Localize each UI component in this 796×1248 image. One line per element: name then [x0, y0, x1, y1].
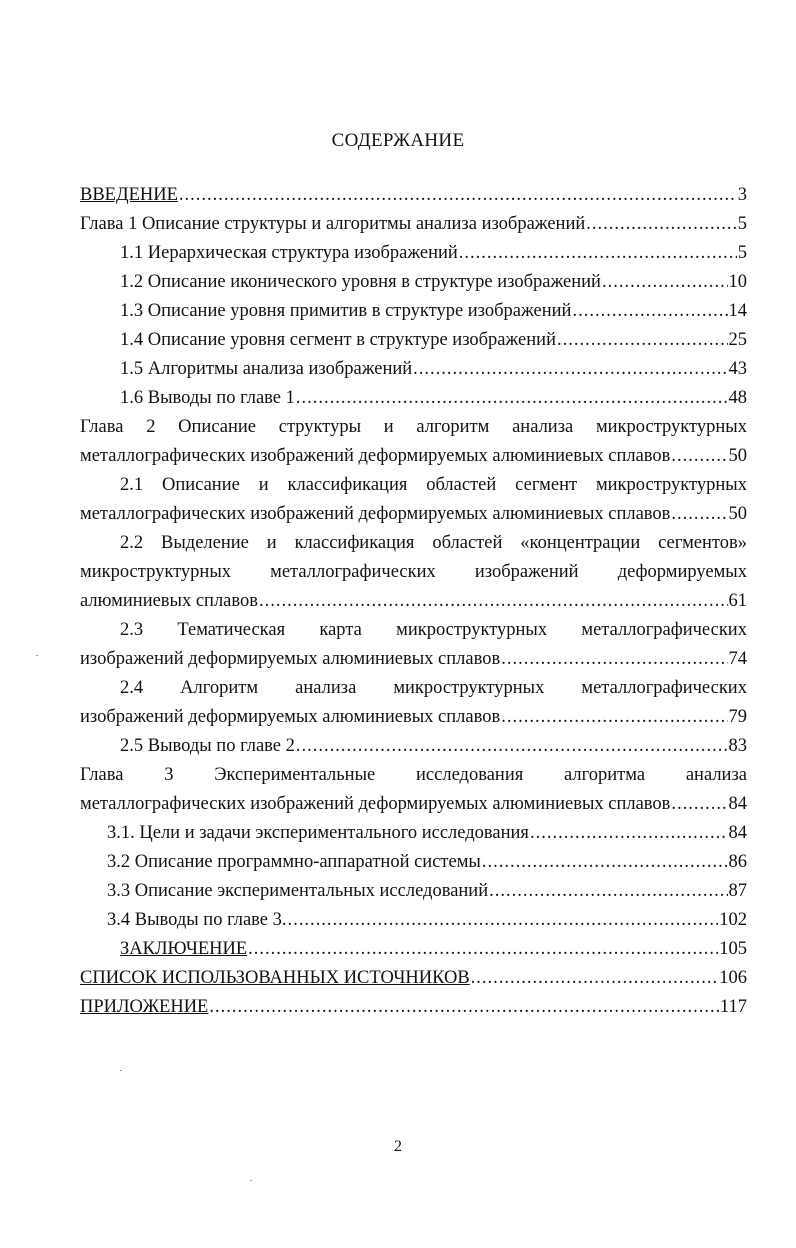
toc-word: металлографических — [270, 562, 436, 582]
toc-word: Описание — [162, 475, 240, 495]
scan-speck — [120, 1070, 122, 1071]
toc-entry-title: 1.6 Выводы по главе 1 — [120, 388, 295, 408]
page-number: 2 — [394, 1138, 402, 1155]
toc-page-number: 5 — [737, 214, 747, 234]
toc-word: Тематическая — [177, 620, 286, 640]
toc-entry-title: 3.4 Выводы по главе 3. — [107, 910, 287, 930]
toc-entry-appendix — [80, 993, 747, 1022]
toc-entry-section-2-1 — [80, 471, 747, 529]
toc-word: структуры — [278, 417, 362, 437]
toc-entry-section-3-1 — [80, 819, 747, 848]
toc-word: микроструктурных — [80, 562, 231, 582]
table-of-contents — [80, 181, 747, 1022]
toc-entry-section-1-2 — [80, 268, 747, 297]
toc-entry-title: 1.4 Описание уровня сегмент в структуре изображений — [120, 330, 556, 350]
toc-word: и — [266, 533, 277, 553]
toc-word: микроструктурных — [396, 620, 548, 640]
toc-entry-intro — [80, 181, 747, 210]
toc-entry-section-3-4 — [80, 906, 747, 935]
toc-word: деформируемых — [617, 562, 747, 582]
toc-entry-title: алюминиевых сплавов — [80, 591, 258, 611]
toc-entry-title: металлографических изображений деформируемых алюминиевых сплавов — [80, 446, 671, 466]
toc-word: Глава — [80, 765, 124, 785]
toc-word: «концентрации — [520, 533, 641, 553]
toc-entry-section-3-3 — [80, 877, 747, 906]
toc-entry-section-1-1 — [80, 239, 747, 268]
toc-entry-title: металлографических изображений деформируемых алюминиевых сплавов — [80, 794, 671, 814]
toc-word: микроструктурных — [595, 417, 747, 437]
toc-entry-title: 3.1. Цели и задачи экспериментального исследования — [107, 823, 529, 843]
toc-word: микроструктурных — [393, 678, 545, 698]
dot-leader — [586, 210, 736, 239]
toc-page-number: 25 — [728, 330, 747, 350]
dot-leader — [248, 935, 718, 964]
toc-word: Описание — [178, 417, 256, 437]
toc-page-number: 117 — [719, 997, 747, 1017]
dot-leader — [671, 442, 727, 471]
toc-word: 3 — [164, 765, 174, 785]
dot-leader — [671, 500, 727, 529]
toc-entry-title: 3.2 Описание программно-аппаратной системы — [107, 852, 481, 872]
toc-justified-line — [80, 558, 747, 587]
toc-entry-section-1-6 — [80, 384, 747, 413]
toc-entry-chapter-1 — [80, 210, 747, 239]
toc-justified-line — [80, 761, 747, 790]
dot-leader — [671, 790, 727, 819]
dot-leader — [179, 181, 737, 210]
dot-leader — [572, 297, 727, 326]
toc-page-number: 48 — [728, 388, 747, 408]
toc-entry-title: изображений деформируемых алюминиевых сплавов — [80, 707, 501, 727]
toc-word: Алгоритм — [180, 678, 259, 698]
toc-justified-line — [80, 529, 747, 558]
toc-word: 2.1 — [120, 475, 144, 495]
dot-leader — [557, 326, 728, 355]
dot-leader — [259, 587, 728, 616]
toc-entry-title: 1.2 Описание иконического уровня в структуре изображений — [120, 272, 601, 292]
toc-entry-section-2-3 — [80, 616, 747, 674]
toc-entry-title: 3.3 Описание экспериментальных исследований — [107, 881, 489, 901]
toc-entry-chapter-3 — [80, 761, 747, 819]
toc-word: классификация — [287, 475, 408, 495]
toc-entry-title: 1.1 Иерархическая структура изображений — [120, 243, 458, 263]
toc-word: анализа — [685, 765, 747, 785]
toc-word: 2.3 — [120, 620, 144, 640]
toc-word: алгоритма — [564, 765, 646, 785]
toc-entry-section-1-5 — [80, 355, 747, 384]
dot-leader — [602, 268, 728, 297]
toc-word: анализа — [295, 678, 357, 698]
toc-entry-title: 1.3 Описание уровня примитив в структуре изображений — [120, 301, 572, 321]
toc-page-number: 50 — [728, 504, 747, 524]
toc-entry-section-2-5 — [80, 732, 747, 761]
toc-word: и — [258, 475, 269, 495]
toc-word: 2.4 — [120, 678, 144, 698]
toc-page-number: 105 — [719, 939, 747, 959]
toc-word: областей — [426, 475, 497, 495]
toc-page-number: 84 — [728, 823, 747, 843]
toc-word: исследования — [416, 765, 524, 785]
toc-page-number: 86 — [728, 852, 747, 872]
toc-word: карта — [319, 620, 362, 640]
toc-entry-title: ВВЕДЕНИЕ — [80, 185, 178, 205]
toc-word: алгоритм — [416, 417, 490, 437]
toc-word: областей — [432, 533, 503, 553]
toc-entry-section-2-2 — [80, 529, 747, 616]
toc-entry-chapter-2 — [80, 413, 747, 471]
toc-word: и — [383, 417, 394, 437]
dot-leader — [501, 645, 727, 674]
dot-leader — [413, 355, 727, 384]
toc-word: сегмент — [515, 475, 578, 495]
toc-page-number: 10 — [728, 272, 747, 292]
toc-word: металлографических — [581, 678, 747, 698]
toc-entry-conclusion — [80, 935, 747, 964]
toc-word: Глава — [80, 417, 124, 437]
toc-page-number: 14 — [728, 301, 747, 321]
toc-entry-title: 1.5 Алгоритмы анализа изображений — [120, 359, 413, 379]
toc-page-number: 43 — [728, 359, 747, 379]
toc-page-number: 106 — [719, 968, 747, 988]
toc-word: анализа — [512, 417, 574, 437]
dot-leader — [296, 732, 728, 761]
toc-page-number: 61 — [728, 591, 747, 611]
toc-entry-title: ПРИЛОЖЕНИЕ — [80, 997, 209, 1017]
toc-justified-line — [80, 413, 747, 442]
toc-entry-title: изображений деформируемых алюминиевых сплавов — [80, 649, 501, 669]
toc-word: сегментов» — [658, 533, 747, 553]
toc-justified-line — [80, 471, 747, 500]
toc-entry-title: СПИСОК ИСПОЛЬЗОВАННЫХ ИСТОЧНИКОВ — [80, 968, 470, 988]
dot-leader — [471, 964, 719, 993]
toc-word: 2.2 — [120, 533, 144, 553]
toc-word: 2 — [146, 417, 156, 437]
page-title: СОДЕРЖАНИЕ — [331, 130, 465, 151]
toc-word: микроструктурных — [595, 475, 747, 495]
toc-justified-line — [80, 674, 747, 703]
dot-leader — [459, 239, 737, 268]
scan-speck — [250, 1180, 252, 1181]
scan-speck — [36, 655, 38, 656]
toc-justified-line — [80, 616, 747, 645]
toc-entry-section-1-3 — [80, 297, 747, 326]
dot-leader — [501, 703, 727, 732]
toc-entry-title: Глава 1 Описание структуры и алгоритмы анализа изображений — [80, 214, 586, 234]
toc-page-number: 5 — [737, 243, 747, 263]
toc-entry-section-3-2 — [80, 848, 747, 877]
toc-page-number: 83 — [728, 736, 747, 756]
dot-leader — [288, 906, 719, 935]
toc-entry-title: 2.5 Выводы по главе 2 — [120, 736, 295, 756]
dot-leader — [296, 384, 728, 413]
toc-word: изображений — [474, 562, 579, 582]
toc-entry-section-1-4 — [80, 326, 747, 355]
dot-leader — [209, 993, 719, 1022]
toc-page-number: 87 — [728, 881, 747, 901]
toc-entry-sources — [80, 964, 747, 993]
dot-leader — [489, 877, 727, 906]
toc-word: металлографических — [581, 620, 747, 640]
toc-page-number: 102 — [719, 910, 747, 930]
dot-leader — [530, 819, 728, 848]
toc-page-number: 74 — [728, 649, 747, 669]
dot-leader — [482, 848, 728, 877]
toc-word: классификация — [294, 533, 415, 553]
toc-entry-title: металлографических изображений деформируемых алюминиевых сплавов — [80, 504, 671, 524]
toc-word: Экспериментальные — [214, 765, 376, 785]
toc-page-number: 84 — [728, 794, 747, 814]
toc-entry-title: ЗАКЛЮЧЕНИЕ — [120, 939, 248, 959]
toc-entry-section-2-4 — [80, 674, 747, 732]
toc-page-number: 3 — [737, 185, 747, 205]
toc-page-number: 50 — [728, 446, 747, 466]
toc-page-number: 79 — [728, 707, 747, 727]
toc-word: Выделение — [161, 533, 249, 553]
